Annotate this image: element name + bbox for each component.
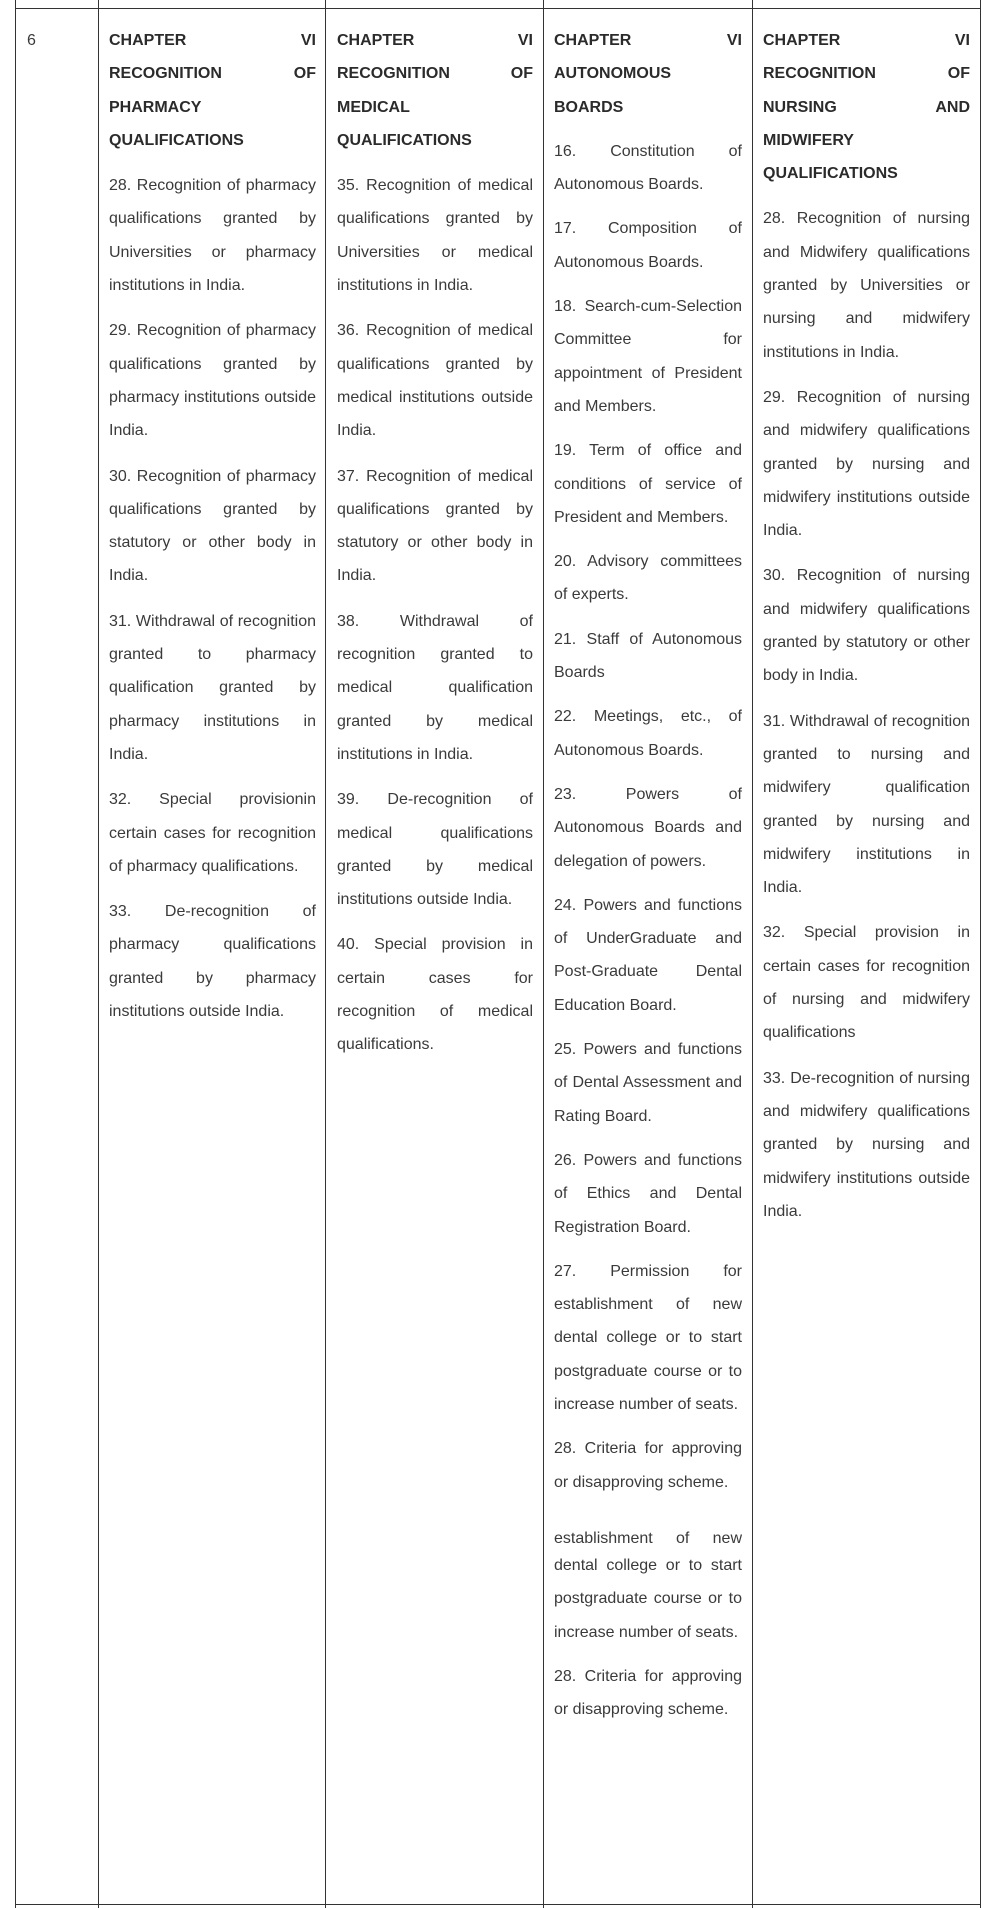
list-item: 31. Withdrawal of recognition granted to nursing and midwifery qualification granted by nursing and midwifery institutions in India. [763,712,970,897]
list-item: 38. Withdrawal of recognition granted to medical qualification granted by medical institutions in India. [337,612,533,763]
clipped-text: establishment of new [554,1531,742,1547]
list-item: 27. Permission for establishment of new dental college or to start postgraduate course or to increase number of seats. [554,1262,742,1413]
list-item: 29. Recognition of nursing and midwifery qualifications granted by nursing and midwifery institutions outside India. [763,388,970,540]
table-border-bottom [15,1904,980,1905]
list-item: 39. De-recognition of medical qualifications granted by medical institutions outside India. [337,791,533,909]
list-item: 33. De-recognition of pharmacy qualifications granted by pharmacy institutions outside India. [109,903,316,1021]
list-item: 17. Composition of Autonomous Boards. [554,220,742,271]
list-item: 36. Recognition of medical qualifications granted by medical institutions outside India. [337,322,533,440]
row-number: 6 [27,32,36,49]
list-item: 18. Search-cum-Selection Committee for appointment of President and Members. [554,298,742,415]
column-heading: CHAPTER VI RECOGNITION OF PHARMACY QUALIFICATIONS [109,32,316,149]
list-item-continuation: dental college or to start postgraduate course or to increase number of seats. [554,1557,742,1641]
list-item: 28. Recognition of nursing and Midwifery qualifications granted by Universities or nursing and midwifery institutions in India. [763,210,970,361]
table-border-left [15,0,16,1908]
list-item: 16. Constitution of Autonomous Boards. [554,142,742,194]
list-item: 29. Recognition of pharmacy qualifications granted by pharmacy institutions outside India. [109,322,316,440]
table-border-right [980,0,981,1908]
list-item: 19. Term of office and conditions of service of President and Members. [554,442,742,526]
column-heading: CHAPTER VI RECOGNITION OF MEDICAL QUALIFICATIONS [337,32,533,149]
column-heading: CHAPTER VI RECOGNITION OF NURSING AND MIDWIFERY QUALIFICATIONS [763,32,970,183]
list-item: 35. Recognition of medical qualifications granted by Universities or medical institutions in India. [337,177,533,295]
list-item: 22. Meetings, etc., of Autonomous Boards. [554,708,742,759]
list-item: 28. Criteria for approving or disapproving scheme. [554,1440,742,1491]
clipped-text-line [554,1531,742,1549]
column-nursing-midwifery [763,0,970,1228]
column-autonomous-boards [554,0,742,1499]
list-item: 30. Recognition of pharmacy qualifications granted by statutory or other body in India. [109,467,316,585]
list-item: 32. Special provision in certain cases for recognition of nursing and midwifery qualifications [763,924,970,1042]
list-item: 23. Powers of Autonomous Boards and delegation of powers. [554,785,742,870]
list-item: 26. Powers and functions of Ethics and Dental Registration Board. [554,1151,742,1236]
list-item: 33. De-recognition of nursing and midwifery qualifications granted by nursing and midwifery institutions outside India. [763,1069,970,1220]
list-item: 25. Powers and functions of Dental Assessment and Rating Board. [554,1041,742,1125]
list-item: 28. Recognition of pharmacy qualifications granted by Universities or pharmacy institutions in India. [109,177,316,295]
list-item: 21. Staff of Autonomous Boards [554,630,742,682]
column-heading: CHAPTER VI AUTONOMOUS BOARDS [554,32,742,116]
column-divider-3 [543,0,544,1908]
list-item: 31. Withdrawal of recognition granted to pharmacy qualification granted by pharmacy institutions in India. [109,612,316,763]
column-medical [337,0,533,1062]
list-item: 20. Advisory committees of experts. [554,553,742,604]
list-item: 28. Criteria for approving or disapproving scheme. [554,1667,742,1719]
list-item: 24. Powers and functions of UnderGraduate and Post-Graduate Dental Education Board. [554,896,742,1014]
column-autonomous-boards-overflow [554,1531,742,1737]
column-pharmacy [109,0,316,1028]
list-item: 40. Special provision in certain cases for recognition of medical qualifications. [337,936,533,1054]
column-divider-1 [98,0,99,1908]
list-item: 37. Recognition of medical qualifications granted by statutory or other body in India. [337,467,533,585]
column-divider-2 [325,0,326,1908]
column-divider-4 [752,0,753,1908]
list-item: 30. Recognition of nursing and midwifery qualifications granted by statutory or other body in India. [763,567,970,685]
list-item: 32. Special provisionin certain cases for recognition of pharmacy qualifications. [109,791,316,875]
